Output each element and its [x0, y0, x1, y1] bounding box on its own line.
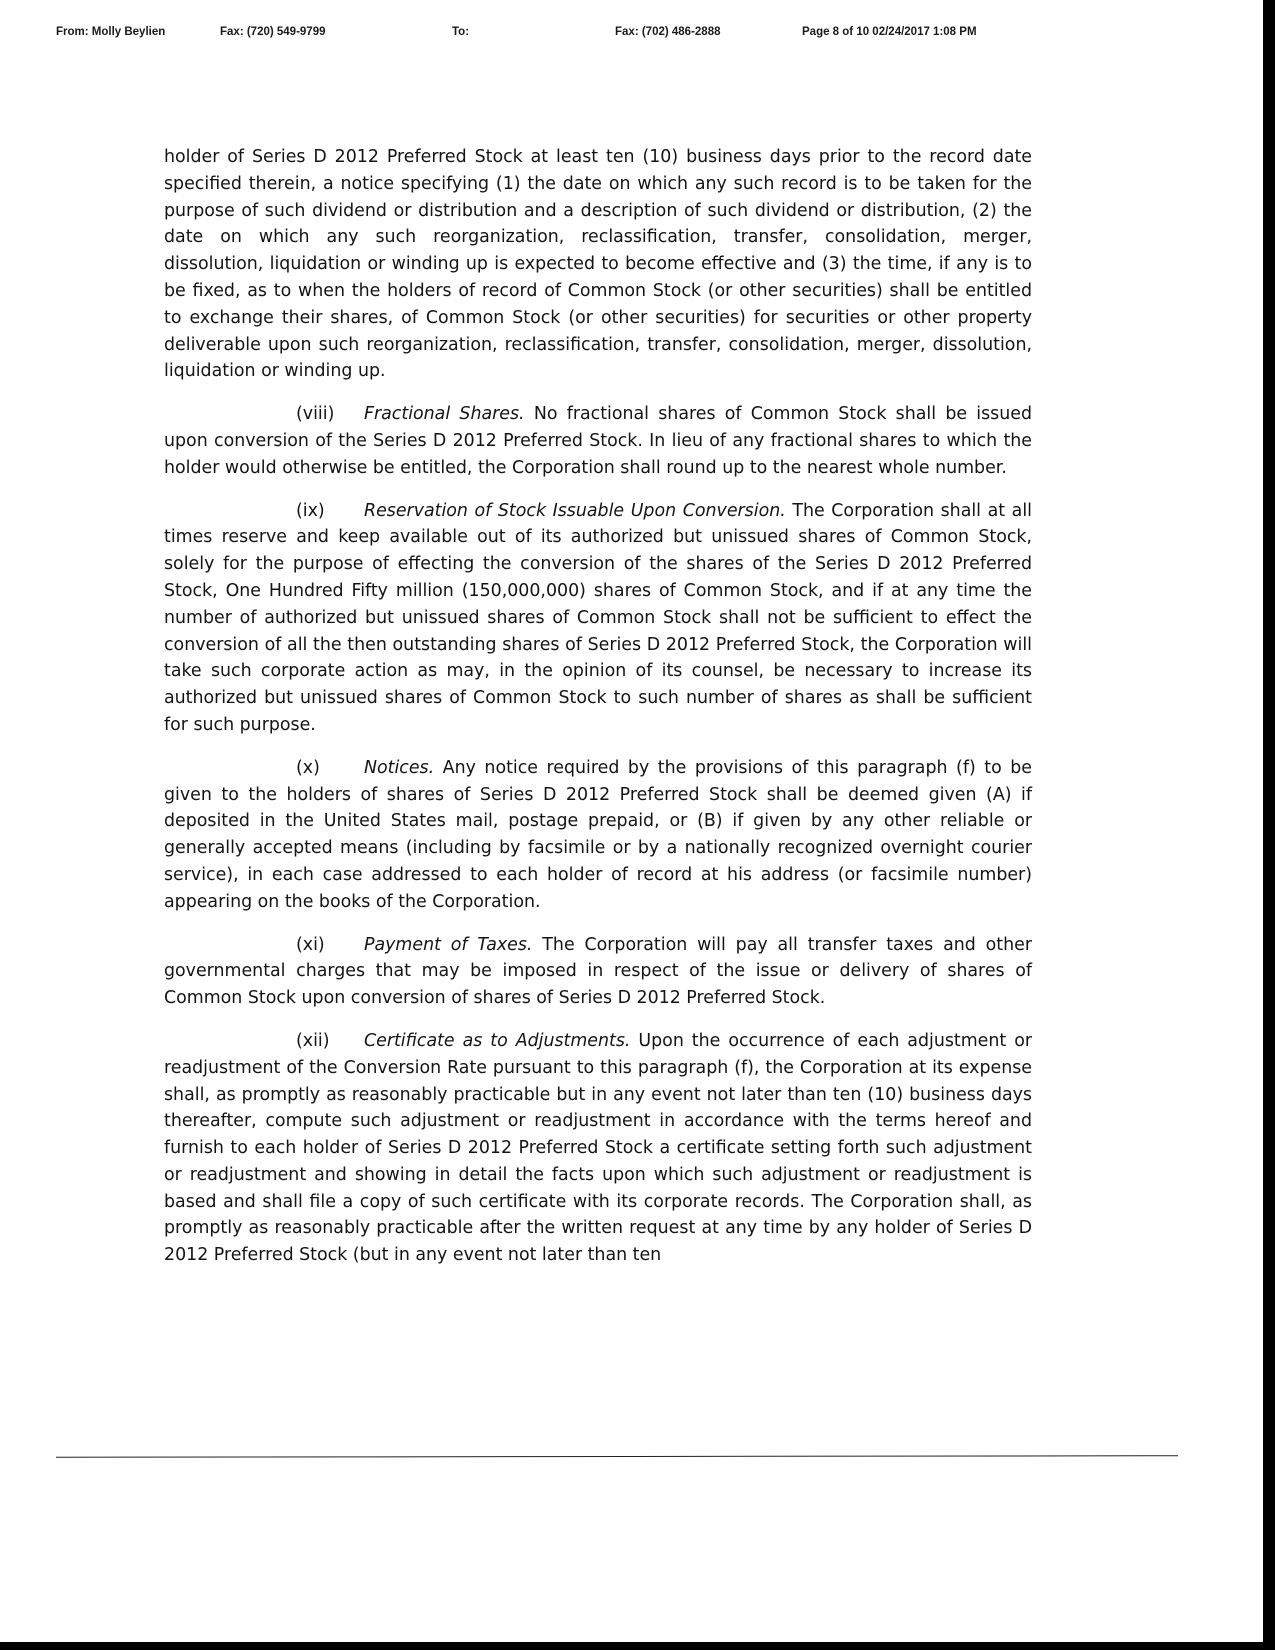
footer-divider	[56, 1455, 1178, 1458]
paragraph-x	[164, 755, 1032, 916]
fax-to-number: Fax: (702) 486-2888	[615, 26, 721, 38]
section-heading: Reservation of Stock Issuable Upon Conversion.	[364, 500, 786, 521]
paragraph-text: The Corporation will pay all transfer taxes and other governmental charges that may be imposed in respect of the issue or delivery of shares of Common Stock upon conversion of shares of Series D 2012 Preferred Stock.	[164, 934, 1032, 1009]
paragraph-text: Any notice required by the provisions of this paragraph (f) to be given to the holders of shares of Series D 2012 Preferred Stock shall be deemed given (A) if deposited in the United States mail, postage prepaid, or (B) if given by any other reliable or generally accepted means (including by facsimile or by a nationally recognized overnight courier service), in each case addressed to each holder of record at his address (or facsimile number) appearing on the books of the Corporation.	[164, 757, 1032, 912]
section-number: (xii)	[296, 1030, 330, 1051]
document-body	[164, 144, 1032, 1285]
paragraph-text: holder of Series D 2012 Preferred Stock at least ten (10) business days prior to the record date specified therein, a notice specifying (1) the date on which any such record is to be taken for the purpose of such dividend or distribution and a description of such dividend or distribution, (2) the date on which any such reorganization, reclassification, transfer, consolidation, merger, dissolution, liquidation or winding up is expected to become effective and (3) the time, if any is to be fixed, as to when the holders of record of Common Stock (or other securities) shall be entitled to exchange their shares, of Common Stock (or other securities) for securities or other property deliverable upon such reorganization, reclassification, transfer, consolidation, merger, dissolution, liquidation or winding up.	[164, 147, 1032, 382]
scan-right-border	[1263, 0, 1275, 1650]
fax-to: To:	[452, 26, 470, 38]
paragraph-text: Upon the occurrence of each adjustment or readjustment of the Conversion Rate pursuant to this paragraph (f), the Corporation at its expense shall, as promptly as reasonably practicable but in any event not later than ten (10) business days thereafter, compute such adjustment or readjustment in accordance with the terms hereof and furnish to each holder of Series D 2012 Preferred Stock a certificate setting forth such adjustment or readjustment and showing in detail the facts upon which such adjustment or readjustment is based and shall file a copy of such certificate with its corporate records. The Corporation shall, as promptly as reasonably practicable after the written request at any time by any holder of Series D 2012 Preferred Stock (but in any event not later than ten	[164, 1030, 1032, 1266]
section-number: (ix)	[296, 500, 325, 521]
section-number: (xi)	[296, 934, 325, 955]
fax-header	[0, 26, 1200, 42]
fax-page-info: Page 8 of 10 02/24/2017 1:08 PM	[802, 26, 977, 38]
paragraph-viii	[164, 401, 1032, 481]
section-heading: Certificate as to Adjustments.	[364, 1030, 631, 1051]
paragraph-xii	[164, 1028, 1032, 1269]
section-heading: Payment of Taxes.	[364, 934, 533, 955]
section-heading: Fractional Shares.	[364, 404, 525, 425]
section-number: (viii)	[296, 404, 335, 425]
scan-bottom-border	[0, 1642, 1275, 1650]
paragraph-xi	[164, 932, 1032, 1012]
paragraph-text: The Corporation shall at all times reserve and keep available out of its authorized but unissued shares of Common Stock, solely for the purpose of effecting the conversion of the shares of the Series D 2012 Preferred Stock, One Hundred Fifty million (150,000,000) shares of Common Stock, and if at any time the number of authorized but unissued shares of Common Stock shall not be sufficient to effect the conversion of all the then outstanding shares of Series D 2012 Preferred Stock, the Corporation will take such corporate action as may, in the opinion of its counsel, be necessary to increase its authorized but unissued shares of Common Stock to such number of shares as shall be sufficient for such purpose.	[164, 500, 1032, 735]
fax-from-number: Fax: (720) 549-9799	[220, 26, 326, 38]
paragraph-text: No fractional shares of Common Stock shall be issued upon conversion of the Series D 2012 Preferred Stock. In lieu of any fractional shares to which the holder would otherwise be entitled, the Corporation shall round up to the nearest whole number.	[164, 404, 1033, 478]
paragraph-ix	[164, 498, 1032, 739]
section-number: (x)	[296, 757, 320, 778]
paragraph-continued	[164, 144, 1032, 385]
fax-from-name: From: Molly Beylien	[56, 26, 166, 38]
section-heading: Notices.	[364, 757, 435, 778]
